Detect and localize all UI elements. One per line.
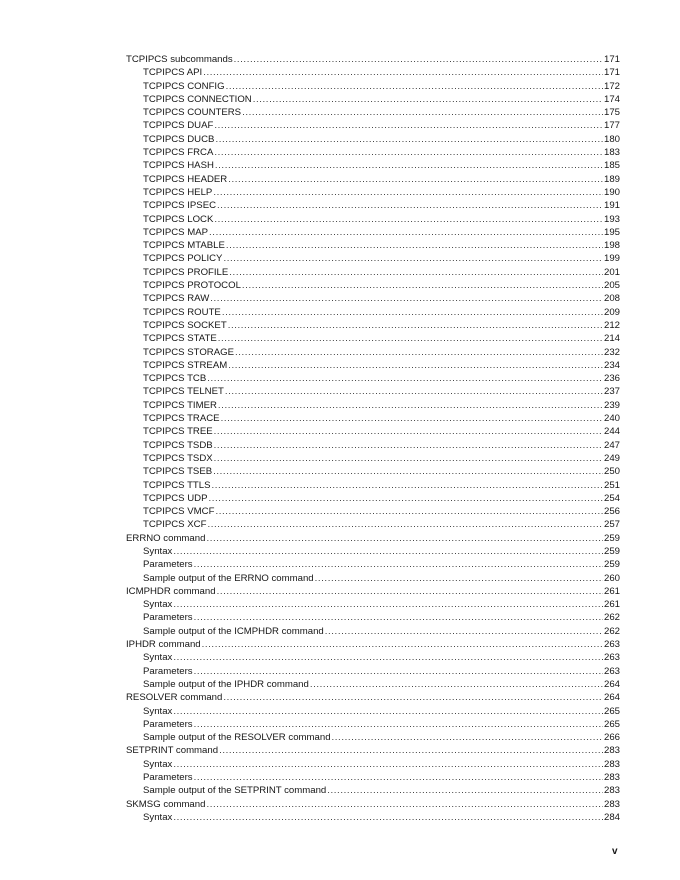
toc-subentry[interactable]: [126, 399, 620, 412]
toc-entry-page: 214: [603, 333, 620, 345]
toc-entry-title: TCPIPCS HEADER: [143, 173, 228, 185]
dot-leader: [173, 811, 603, 824]
toc-entry-page: 183: [603, 147, 620, 159]
dot-leader: [194, 771, 603, 784]
toc-entry-page: 283: [603, 785, 620, 797]
toc-entry-title: SETPRINT command: [126, 745, 219, 757]
dot-leader: [207, 372, 603, 385]
toc-subentry[interactable]: [126, 186, 620, 199]
toc-entry-page: 205: [603, 280, 620, 292]
toc-entry-title: Sample output of the ERRNO command: [143, 572, 314, 584]
toc-entry-title: RESOLVER command: [126, 692, 223, 704]
dot-leader: [217, 585, 603, 598]
toc-entry-title: TCPIPCS API: [143, 67, 203, 79]
toc-section-entry[interactable]: [126, 691, 620, 704]
toc-entry-page: 257: [603, 519, 620, 531]
toc-entry-page: 261: [603, 599, 620, 611]
toc-entry-page: 266: [603, 732, 620, 744]
toc-entry-page: 256: [603, 506, 620, 518]
toc-subentry[interactable]: [126, 439, 620, 452]
toc-subentry[interactable]: [126, 66, 620, 79]
toc-entry-page: 177: [603, 120, 620, 132]
toc-entry-title: TCPIPCS TSEB: [143, 466, 213, 478]
dot-leader: [215, 159, 603, 172]
toc-subentry[interactable]: [126, 598, 620, 611]
toc-entry-page: 283: [603, 798, 620, 810]
toc-subentry[interactable]: [126, 226, 620, 239]
toc-subentry[interactable]: [126, 279, 620, 292]
toc-entry-page: 209: [603, 306, 620, 318]
dot-leader: [213, 186, 603, 199]
dot-leader: [221, 412, 603, 425]
toc-entry-title: TCPIPCS PROTOCOL: [143, 280, 241, 292]
toc-subentry[interactable]: [126, 678, 620, 691]
toc-entry-title: TCPIPCS POLICY: [143, 253, 223, 265]
dot-leader: [228, 319, 603, 332]
toc-subentry[interactable]: [126, 106, 620, 119]
toc-subentry[interactable]: [126, 332, 620, 345]
toc-section-entry[interactable]: [126, 744, 620, 757]
toc-entry-page: 236: [603, 373, 620, 385]
toc-entry-page: 261: [603, 585, 620, 597]
toc-subentry[interactable]: [126, 479, 620, 492]
toc-subentry[interactable]: [126, 452, 620, 465]
toc-entry-title: TCPIPCS CONFIG: [143, 80, 225, 92]
toc-entry-title: TCPIPCS SOCKET: [143, 319, 227, 331]
toc-entry-title: Syntax: [143, 705, 173, 717]
toc-entry-page: 195: [603, 226, 620, 238]
toc-entry-title: TCPIPCS IPSEC: [143, 200, 217, 212]
toc-entry-page: 171: [603, 67, 620, 79]
toc-subentry[interactable]: [126, 412, 620, 425]
toc-entry-title: TCPIPCS UDP: [143, 492, 208, 504]
dot-leader: [206, 798, 603, 811]
toc-entry-page: 189: [603, 173, 620, 185]
dot-leader: [214, 452, 603, 465]
toc-subentry[interactable]: [126, 252, 620, 265]
toc-entry-title: IPHDR command: [126, 639, 201, 651]
toc-entry-page: 175: [603, 107, 620, 119]
dot-leader: [214, 439, 603, 452]
dot-leader: [212, 479, 603, 492]
toc-subentry[interactable]: [126, 80, 620, 93]
toc-entry-title: TCPIPCS DUAF: [143, 120, 214, 132]
toc-entry-page: 265: [603, 718, 620, 730]
toc-subentry[interactable]: [126, 625, 620, 638]
toc-subentry[interactable]: [126, 372, 620, 385]
toc-entry-title: TCPIPCS MTABLE: [143, 240, 225, 252]
toc-subentry[interactable]: [126, 173, 620, 186]
toc-entry-page: 201: [603, 266, 620, 278]
dot-leader: [226, 80, 603, 93]
dot-leader: [218, 399, 603, 412]
toc-subentry[interactable]: [126, 133, 620, 146]
dot-leader: [234, 53, 603, 66]
toc-entry-page: 259: [603, 532, 620, 544]
toc-subentry[interactable]: [126, 292, 620, 305]
dot-leader: [332, 731, 603, 744]
toc-entry-page: 262: [603, 625, 620, 637]
dot-leader: [207, 518, 603, 531]
table-of-contents: [126, 53, 620, 824]
toc-entry-title: TCPIPCS TELNET: [143, 386, 224, 398]
toc-entry-title: TCPIPCS TRACE: [143, 413, 220, 425]
toc-entry-title: SKMSG command: [126, 798, 206, 810]
dot-leader: [223, 252, 603, 265]
toc-entry-page: 265: [603, 705, 620, 717]
toc-entry-page: 283: [603, 745, 620, 757]
toc-entry-title: TCPIPCS TSDB: [143, 439, 213, 451]
dot-leader: [173, 705, 603, 718]
toc-subentry[interactable]: [126, 731, 620, 744]
toc-entry-title: TCPIPCS PROFILE: [143, 266, 229, 278]
toc-entry-title: Sample output of the RESOLVER command: [143, 732, 331, 744]
toc-subentry[interactable]: [126, 771, 620, 784]
dot-leader: [202, 638, 603, 651]
toc-entry-page: 172: [603, 80, 620, 92]
toc-entry-page: 264: [603, 678, 620, 690]
toc-entry-title: TCPIPCS TSDX: [143, 452, 213, 464]
dot-leader: [229, 266, 603, 279]
toc-entry-page: 174: [603, 93, 620, 105]
dot-leader: [235, 346, 603, 359]
toc-subentry[interactable]: [126, 359, 620, 372]
toc-entry-page: 199: [603, 253, 620, 265]
toc-entry-page: 249: [603, 452, 620, 464]
dot-leader: [209, 226, 603, 239]
toc-entry-page: 264: [603, 692, 620, 704]
dot-leader: [214, 425, 603, 438]
toc-entry-page: 232: [603, 346, 620, 358]
toc-subentry[interactable]: [126, 572, 620, 585]
dot-leader: [219, 744, 603, 757]
toc-entry-title: TCPIPCS TREE: [143, 426, 213, 438]
toc-entry-title: TCPIPCS HELP: [143, 186, 213, 198]
toc-entry-page: 284: [603, 811, 620, 823]
toc-entry-page: 237: [603, 386, 620, 398]
toc-entry-title: Sample output of the IPHDR command: [143, 678, 309, 690]
toc-subentry[interactable]: [126, 213, 620, 226]
toc-entry-page: 262: [603, 612, 620, 624]
toc-entry-title: TCPIPCS STORAGE: [143, 346, 234, 358]
toc-entry-title: ICMPHDR command: [126, 585, 216, 597]
toc-entry-title: TCPIPCS MAP: [143, 226, 209, 238]
dot-leader: [215, 505, 603, 518]
toc-entry-title: Syntax: [143, 545, 173, 557]
toc-subentry[interactable]: [126, 465, 620, 478]
dot-leader: [173, 651, 603, 664]
dot-leader: [173, 758, 603, 771]
toc-entry-title: ERRNO command: [126, 532, 206, 544]
page-number: v: [612, 846, 618, 857]
dot-leader: [194, 558, 603, 571]
toc-entry-title: Parameters: [143, 665, 193, 677]
dot-leader: [209, 492, 603, 505]
toc-entry-title: Parameters: [143, 718, 193, 730]
toc-entry-title: Parameters: [143, 772, 193, 784]
dot-leader: [253, 93, 603, 106]
toc-entry-title: TCPIPCS HASH: [143, 160, 214, 172]
dot-leader: [214, 119, 603, 132]
toc-entry-title: Parameters: [143, 612, 193, 624]
toc-subentry[interactable]: [126, 306, 620, 319]
toc-entry-page: 263: [603, 639, 620, 651]
toc-entry-page: 259: [603, 545, 620, 557]
toc-entry-title: TCPIPCS DUCB: [143, 133, 215, 145]
toc-entry-title: TCPIPCS TTLS: [143, 479, 211, 491]
dot-leader: [228, 359, 603, 372]
dot-leader: [242, 279, 603, 292]
toc-entry-page: 171: [603, 54, 620, 65]
toc-entry-page: 259: [603, 559, 620, 571]
toc-subentry[interactable]: [126, 505, 620, 518]
toc-entry-page: 193: [603, 213, 620, 225]
toc-entry-page: 254: [603, 492, 620, 504]
dot-leader: [173, 598, 603, 611]
toc-entry-page: 198: [603, 240, 620, 252]
toc-subentry[interactable]: [126, 385, 620, 398]
toc-entry-page: 250: [603, 466, 620, 478]
toc-subentry[interactable]: [126, 611, 620, 624]
toc-subentry[interactable]: [126, 518, 620, 531]
toc-subentry[interactable]: [126, 159, 620, 172]
toc-entry-title: Syntax: [143, 599, 173, 611]
dot-leader: [215, 133, 603, 146]
toc-entry-title: TCPIPCS COUNTERS: [143, 107, 242, 119]
toc-entry-title: TCPIPCS STREAM: [143, 359, 228, 371]
toc-entry-page: 239: [603, 399, 620, 411]
toc-entry-title: Syntax: [143, 811, 173, 823]
toc-entry-page: 247: [603, 439, 620, 451]
toc-entry-title: Parameters: [143, 559, 193, 571]
toc-entry-page: 244: [603, 426, 620, 438]
toc-section-entry[interactable]: [126, 798, 620, 811]
toc-entry-page: 240: [603, 413, 620, 425]
toc-subentry[interactable]: [126, 811, 620, 824]
toc-subentry[interactable]: [126, 239, 620, 252]
toc-entry-page: 190: [603, 186, 620, 198]
toc-subentry[interactable]: [126, 492, 620, 505]
toc-entry-page: 283: [603, 758, 620, 770]
dot-leader: [222, 306, 603, 319]
toc-entry-page: 191: [603, 200, 620, 212]
dot-leader: [214, 213, 603, 226]
toc-entry-page: 251: [603, 479, 620, 491]
dot-leader: [310, 678, 603, 691]
toc-entry-title: TCPIPCS RAW: [143, 293, 210, 305]
toc-subentry[interactable]: [126, 665, 620, 678]
dot-leader: [327, 784, 603, 797]
dot-leader: [194, 718, 603, 731]
dot-leader: [206, 532, 603, 545]
toc-subentry[interactable]: [126, 119, 620, 132]
toc-entry-title: TCPIPCS TIMER: [143, 399, 217, 411]
toc-section-entry[interactable]: [126, 585, 620, 598]
toc-section-entry[interactable]: [126, 638, 620, 651]
toc-entry-title: Syntax: [143, 758, 173, 770]
dot-leader: [218, 332, 603, 345]
toc-subentry[interactable]: [126, 199, 620, 212]
toc-subentry[interactable]: [126, 425, 620, 438]
toc-subentry[interactable]: [126, 319, 620, 332]
toc-entry-page: 260: [603, 572, 620, 584]
toc-entry-title: Sample output of the SETPRINT command: [143, 785, 327, 797]
toc-entry-title: TCPIPCS ROUTE: [143, 306, 221, 318]
dot-leader: [203, 66, 603, 79]
dot-leader: [214, 146, 603, 159]
toc-entry-title: TCPIPCS TCB: [143, 373, 207, 385]
toc-entry-page: 283: [603, 772, 620, 784]
toc-entry-page: 263: [603, 665, 620, 677]
toc-entry-title: TCPIPCS STATE: [143, 333, 217, 345]
toc-entry-title: TCPIPCS FRCA: [143, 147, 214, 159]
toc-entry-title: TCPIPCS XCF: [143, 519, 207, 531]
toc-subentry[interactable]: [126, 93, 620, 106]
dot-leader: [242, 106, 603, 119]
toc-entry-page: 180: [603, 133, 620, 145]
toc-subentry[interactable]: [126, 346, 620, 359]
toc-entry-page: 208: [603, 293, 620, 305]
dot-leader: [228, 173, 603, 186]
toc-entry-title: TCPIPCS subcommands: [126, 54, 233, 65]
toc-subentry[interactable]: [126, 146, 620, 159]
dot-leader: [223, 691, 603, 704]
dot-leader: [226, 239, 603, 252]
toc-subentry[interactable]: [126, 266, 620, 279]
toc-entry-title: TCPIPCS CONNECTION: [143, 93, 252, 105]
toc-entry-title: Syntax: [143, 652, 173, 664]
toc-entry-title: TCPIPCS LOCK: [143, 213, 214, 225]
dot-leader: [194, 665, 603, 678]
dot-leader: [225, 385, 603, 398]
toc-subentry[interactable]: [126, 784, 620, 797]
dot-leader: [217, 199, 603, 212]
toc-entry-title: TCPIPCS VMCF: [143, 506, 215, 518]
dot-leader: [173, 545, 603, 558]
toc-section-entry[interactable]: [126, 532, 620, 545]
dot-leader: [210, 292, 603, 305]
toc-entry-page: 185: [603, 160, 620, 172]
toc-subentry[interactable]: [126, 758, 620, 771]
toc-section-entry[interactable]: [126, 53, 620, 66]
toc-subentry[interactable]: [126, 558, 620, 571]
toc-entry-page: 212: [603, 319, 620, 331]
toc-entry-title: Sample output of the ICMPHDR command: [143, 625, 324, 637]
toc-entry-page: 234: [603, 359, 620, 371]
toc-entry-page: 263: [603, 652, 620, 664]
toc-subentry[interactable]: [126, 718, 620, 731]
dot-leader: [315, 572, 603, 585]
toc-subentry[interactable]: [126, 651, 620, 664]
dot-leader: [194, 611, 603, 624]
dot-leader: [325, 625, 603, 638]
dot-leader: [213, 465, 603, 478]
toc-subentry[interactable]: [126, 545, 620, 558]
toc-subentry[interactable]: [126, 705, 620, 718]
